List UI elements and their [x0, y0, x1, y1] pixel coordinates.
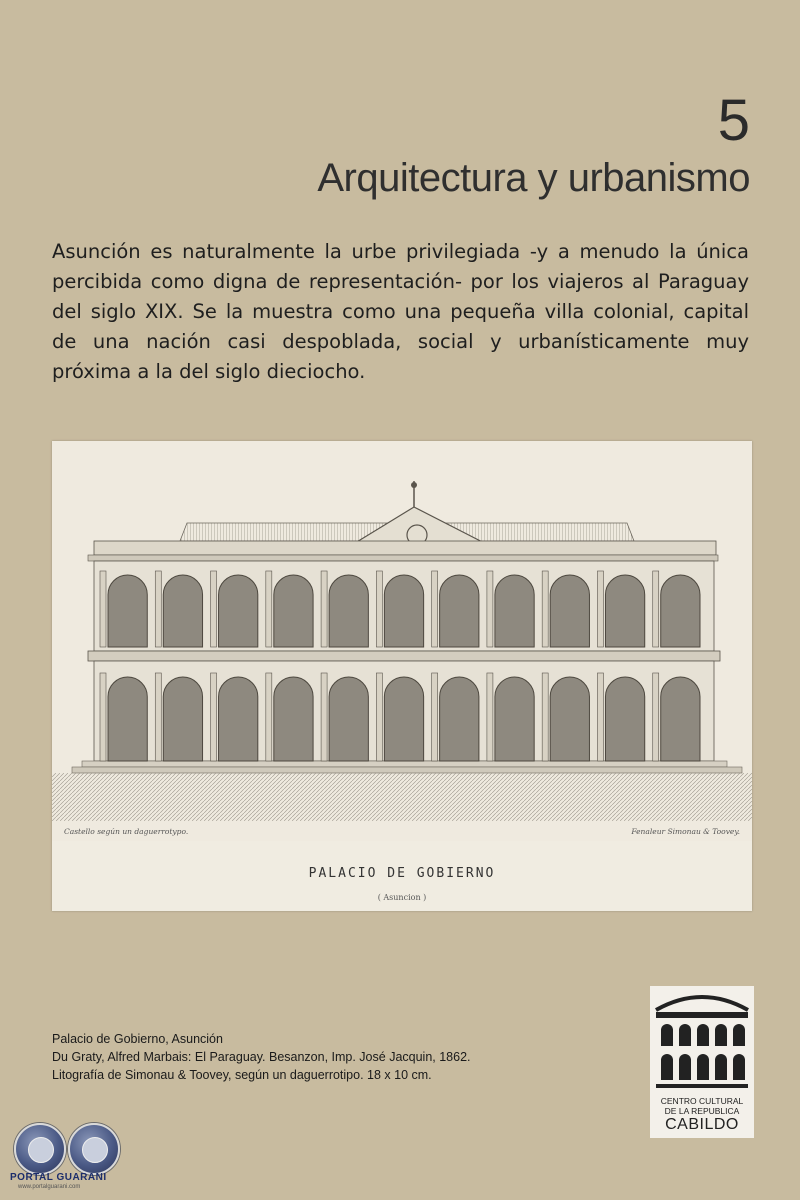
- facade-column: [653, 571, 659, 647]
- facade-arch: [329, 677, 368, 761]
- facade-arch: [440, 575, 479, 647]
- facade-column: [266, 673, 272, 761]
- facade-arch: [495, 677, 534, 761]
- logo-line-3: CABILDO: [665, 1116, 739, 1133]
- logo-arch: [733, 1024, 745, 1046]
- logo-arch: [679, 1054, 691, 1080]
- facade-column: [432, 571, 438, 647]
- logo-line-2: DE LA REPUBLICA: [664, 1106, 740, 1116]
- facade-column: [432, 673, 438, 761]
- facade-arch: [384, 677, 423, 761]
- logo-arch: [697, 1054, 709, 1080]
- facade-column: [487, 673, 493, 761]
- facade-arch: [440, 677, 479, 761]
- section-title: Arquitectura y urbanismo: [317, 156, 750, 200]
- facade-column: [487, 571, 493, 647]
- caption-line-2: Du Graty, Alfred Marbais: El Paraguay. Besanzon, Imp. José Jacquin, 1862.: [52, 1050, 471, 1064]
- cabildo-logo: [650, 986, 754, 1138]
- facade-arch: [274, 677, 313, 761]
- logo-arch: [715, 1054, 727, 1080]
- facade-arch: [219, 575, 258, 647]
- logo-arch: [661, 1024, 673, 1046]
- facade-arch: [661, 677, 700, 761]
- facade-column: [155, 571, 161, 647]
- cabildo-building-icon: [650, 986, 754, 1094]
- facade-column: [266, 571, 272, 647]
- facade-column: [597, 673, 603, 761]
- facade-arch: [163, 575, 202, 647]
- facade-arch: [605, 575, 644, 647]
- facade-column: [321, 571, 327, 647]
- logo-arch: [661, 1054, 673, 1080]
- logo-line-1: CENTRO CULTURAL: [660, 1096, 744, 1106]
- facade-column: [100, 571, 106, 647]
- logo-arch: [679, 1024, 691, 1046]
- facade-column: [321, 673, 327, 761]
- facade-arch: [384, 575, 423, 647]
- facade-column: [542, 571, 548, 647]
- page-number: 5: [717, 88, 750, 153]
- facade-column: [597, 571, 603, 647]
- facade-column: [100, 673, 106, 761]
- image-caption: [52, 1030, 471, 1084]
- facade-arch: [108, 575, 147, 647]
- facade-column: [542, 673, 548, 761]
- facade-arch: [550, 575, 589, 647]
- logo-arch: [697, 1024, 709, 1046]
- facade-column: [155, 673, 161, 761]
- print-title: PALACIO DE GOBIERNO: [308, 866, 496, 881]
- engraver-credit-left: Castello según un daguerrotypo.: [64, 827, 189, 836]
- facade-arch: [495, 575, 534, 647]
- facade-column: [653, 673, 659, 761]
- facade-arch: [661, 575, 700, 647]
- logo-arch: [733, 1054, 745, 1080]
- facade-arch: [219, 677, 258, 761]
- seal-emblem-1: [14, 1123, 66, 1175]
- facade-arch: [163, 677, 202, 761]
- facade-column: [376, 673, 382, 761]
- watermark-logo: PORTAL GUARANI: [10, 1172, 107, 1183]
- seal-emblem-2: [68, 1123, 120, 1175]
- facade-arch: [550, 677, 589, 761]
- caption-line-1: Palacio de Gobierno, Asunción: [52, 1032, 223, 1046]
- facade-column: [211, 571, 217, 647]
- logo-arch: [715, 1024, 727, 1046]
- facade-arch: [274, 575, 313, 647]
- lithograph-print: [52, 441, 752, 911]
- facade-arch: [329, 575, 368, 647]
- facade-arch: [605, 677, 644, 761]
- palace-facade-illustration: [52, 441, 752, 841]
- print-subtitle: ( Asuncion ): [377, 893, 427, 902]
- watermark-url: www.portalguarani.com: [18, 1184, 81, 1190]
- caption-line-3: Litografía de Simonau & Toovey, según un daguerrotipo. 18 x 10 cm.: [52, 1068, 432, 1082]
- facade-column: [376, 571, 382, 647]
- intro-paragraph: Asunción es naturalmente la urbe privilegiada -y a menudo la única percibida como digna de representación- por los viajeros al Paraguay del siglo XIX. Se la muestra como una pequeña villa colonial, capital de una nación casi despoblada, social y urbanísticamente muy próxima a la del siglo dieciocho.: [52, 240, 749, 383]
- facade-arch: [108, 677, 147, 761]
- facade-column: [211, 673, 217, 761]
- engraver-credit-right: Fenaleur Simonau & Toovey.: [631, 827, 740, 836]
